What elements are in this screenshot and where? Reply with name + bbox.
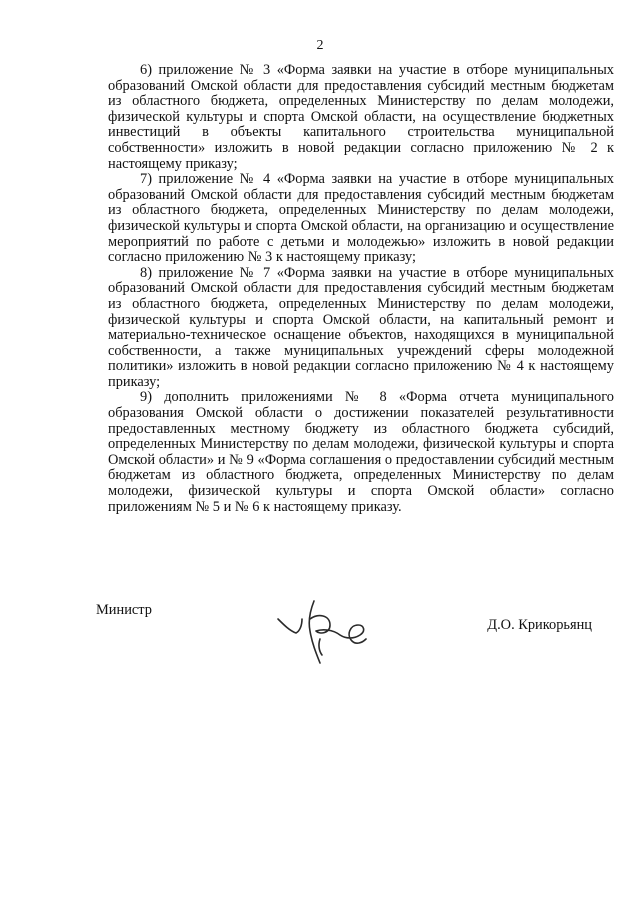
signatory-title: Министр: [96, 602, 152, 618]
paragraph-item-9: 9) дополнить приложениями № 8 «Форма отчета муниципального образования Омской области о достижении показателей результативности предоставленных местному бюджету из областного бюджета субсидий, определенных Министерству по делам молодежи, физической культуры и спорта Омской области» и № 9 «Форма соглашения о предоставлении субсидий местным бюджетам из областного бюджета, определенных Министерству по делам молодежи, физической культуры и спорта Омской области» согласно приложениям № 5 и № 6 к настоящему приказу.: [108, 389, 614, 515]
paragraph-item-6: 6) приложение № 3 «Форма заявки на участие в отборе муниципальных образований Омской области для предоставления субсидий местным бюджетам из областного бюджета, определенных Министерству по делам молодежи, физической культуры и спорта Омской области, на осуществление бюджетных инвестиций в объекты капитального строительства муниципальной собственности» изложить в новой редакции согласно приложению № 2 к настоящему приказу;: [108, 62, 614, 172]
document-body: [108, 63, 614, 515]
paragraph-item-7: 7) приложение № 4 «Форма заявки на участие в отборе муниципальных образований Омской области для предоставления субсидий местным бюджетам из областного бюджета, определенных Министерству по делам молодежи, физической культуры и спорта Омской области, на организацию и осуществление мероприятий по работе с детьми и молодежью» изложить в новой редакции согласно приложению № 3 к настоящему приказу;: [108, 171, 614, 266]
signature-stroke-tick: [278, 619, 302, 633]
page-number: 2: [316, 38, 324, 53]
handwritten-signature: [272, 595, 372, 670]
signature-block: [0, 595, 640, 675]
signature-strokes: [278, 601, 366, 663]
signature-stroke-tail: [319, 639, 322, 655]
paragraph-item-8: 8) приложение № 7 «Форма заявки на участие в отборе муниципальных образований Омской области для предоставления субсидий местным бюджетам из областного бюджета, определенных Министерству по делам молодежи, физической культуры и спорта Омской области, на капитальный ремонт и материально-техническое оснащение объектов, находящихся в муниципальной собственности, а также муниципальных учреждений сферы молодежной политики» изложить в новой редакции согласно приложению № 4 к настоящему приказу;: [108, 264, 614, 390]
signature-stroke-loop: [310, 616, 366, 644]
signatory-name: Д.О. Крикорьянц: [487, 617, 592, 633]
